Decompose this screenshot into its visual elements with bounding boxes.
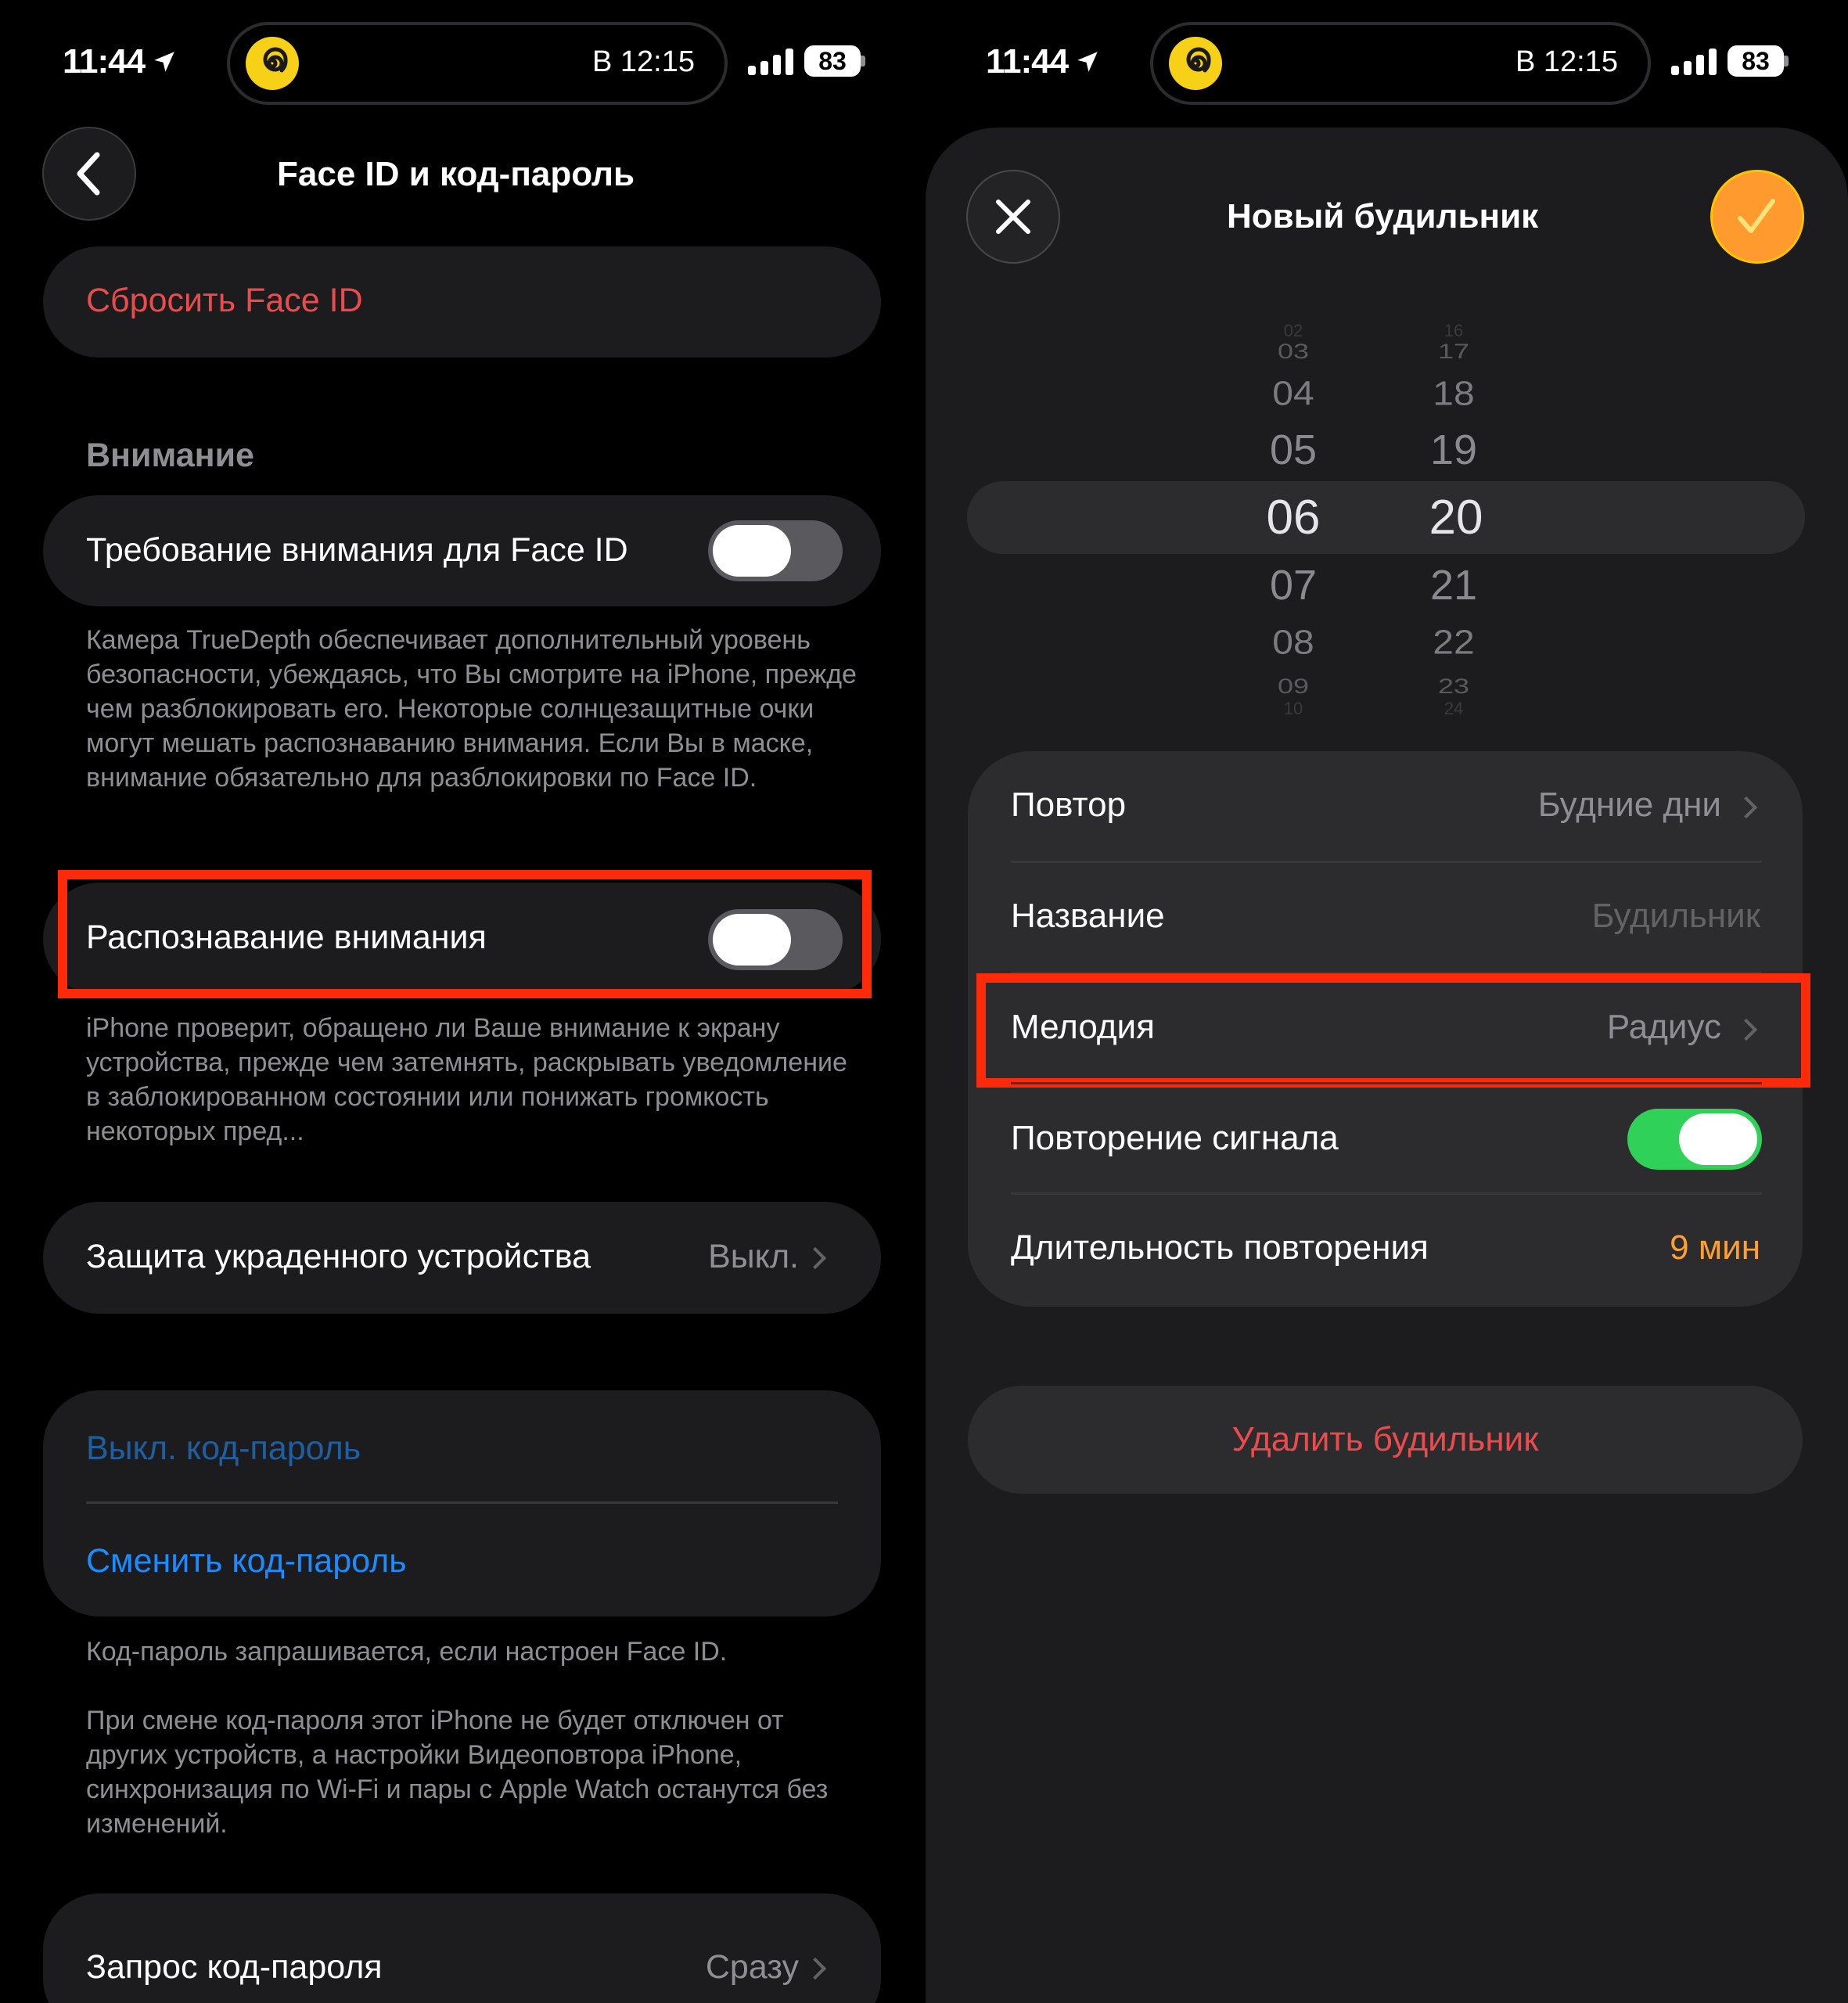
require-passcode-value: Сразу [705, 1948, 799, 1986]
picker-hour[interactable]: 08 [1272, 624, 1314, 662]
section-header-attention: Внимание [86, 437, 254, 474]
picker-hour[interactable]: 02 [1283, 321, 1303, 340]
passcode-footer-1: Код-пароль запрашивается, если настроен Face ID. [86, 1637, 728, 1667]
battery-level: 83 [804, 45, 861, 77]
require-attention-toggle[interactable] [708, 520, 843, 581]
status-time: 11:44 [63, 42, 178, 81]
chevron-right-icon [804, 1958, 826, 1980]
require-attention-row [43, 495, 881, 606]
picker-minute[interactable]: 24 [1444, 699, 1464, 718]
label-input[interactable]: Будильник [1591, 897, 1760, 935]
picker-minute[interactable]: 22 [1433, 624, 1475, 662]
divider [1011, 1082, 1762, 1084]
picker-hour[interactable]: 05 [1269, 426, 1318, 473]
repeat-value: Будние дни [1537, 786, 1721, 824]
passcode-group [43, 1390, 881, 1616]
battery-indicator [1728, 45, 1789, 77]
chevron-left-icon [74, 150, 105, 197]
picker-minute[interactable]: 23 [1437, 674, 1470, 698]
picker-hour[interactable]: 03 [1277, 339, 1310, 363]
back-button[interactable] [42, 127, 136, 221]
picker-hour[interactable]: 10 [1283, 699, 1303, 718]
turn-off-passcode-button[interactable]: Выкл. код-пароль [86, 1429, 361, 1467]
battery-level: 83 [1728, 45, 1784, 77]
picker-minute[interactable]: 16 [1444, 321, 1464, 340]
battery-tip-icon [861, 56, 865, 67]
snooze-toggle[interactable] [1627, 1109, 1762, 1170]
stolen-device-label: Защита украденного устройства [86, 1238, 591, 1275]
spiral-app-icon [1169, 37, 1222, 90]
status-time: 11:44 [986, 42, 1101, 81]
sound-label: Мелодия [1011, 1008, 1155, 1046]
location-arrow-icon [151, 49, 178, 75]
cellular-signal-icon [748, 49, 793, 75]
cellular-signal-icon [1671, 49, 1717, 75]
dynamic-island[interactable] [227, 22, 728, 105]
passcode-footer-2: При смене код-пароля этот iPhone не будет отключен от других устройств, а настройки Видеоповтора iPhone, синхронизация по Wi-Fi и пары с Apple Watch останутся без изменений. [86, 1706, 829, 1839]
delete-alarm-button[interactable] [968, 1386, 1803, 1494]
picker-minute[interactable]: 18 [1433, 375, 1475, 413]
toggle-knob [713, 525, 791, 577]
picker-hour-selected[interactable]: 06 [1266, 491, 1321, 545]
battery-indicator [804, 45, 865, 77]
divider [1011, 861, 1762, 863]
picker-minute-selected[interactable]: 20 [1429, 491, 1483, 545]
dynamic-island[interactable] [1150, 22, 1651, 105]
snooze-label: Повторение сигнала [1011, 1119, 1339, 1157]
spiral-app-icon [246, 37, 299, 90]
require-attention-label: Требование внимания для Face ID [86, 531, 628, 569]
picker-hour[interactable]: 09 [1277, 674, 1310, 698]
change-passcode-button[interactable]: Сменить код-пароль [86, 1542, 407, 1580]
require-passcode-label: Запрос код-пароля [86, 1948, 383, 1986]
close-icon [994, 197, 1033, 236]
picker-minute[interactable]: 21 [1429, 562, 1478, 609]
sound-value: Радиус [1606, 1008, 1721, 1046]
live-activity-text: В 12:15 [592, 45, 695, 78]
chevron-right-icon [804, 1247, 826, 1269]
reset-face-id-card[interactable] [43, 246, 881, 358]
stolen-device-protection-row[interactable] [43, 1202, 881, 1314]
repeat-label: Повтор [1011, 786, 1127, 824]
stolen-device-value: Выкл. [708, 1238, 799, 1275]
picker-hour[interactable]: 04 [1272, 375, 1314, 413]
picker-selection-band [967, 481, 1805, 554]
label-label: Название [1011, 897, 1165, 935]
toggle-knob [1679, 1113, 1757, 1165]
snooze-duration-value[interactable]: 9 мин [1670, 1228, 1760, 1267]
picker-minute[interactable]: 19 [1429, 426, 1478, 473]
attention-aware-label: Распознавание внимания [86, 919, 487, 956]
page-title: Face ID и код-пароль [277, 155, 635, 193]
snooze-duration-label: Длительность повторения [1011, 1228, 1429, 1267]
annotation-highlight-attention-aware [58, 870, 872, 998]
sheet-title: Новый будильник [1227, 197, 1539, 236]
reset-face-id-button[interactable]: Сбросить Face ID [86, 282, 363, 319]
divider [86, 1501, 838, 1504]
annotation-highlight-sound [976, 973, 1810, 1088]
picker-minute[interactable]: 17 [1437, 339, 1470, 363]
require-attention-footer: Камера TrueDepth обеспечивает дополнительный уровень безопасности, убеждаясь, что Вы смотрите на iPhone, прежде чем разблокировать его. Некоторые солнцезащитные очки могут мешать распознаванию внимания. Если Вы в маске, внимание обязательно для разблокировки по Face ID. [86, 625, 857, 793]
picker-hour[interactable]: 07 [1269, 562, 1318, 609]
save-button[interactable] [1710, 170, 1804, 264]
require-passcode-row[interactable] [43, 1893, 881, 2003]
live-activity-text: В 12:15 [1515, 45, 1618, 78]
attention-aware-footer: iPhone проверит, обращено ли Ваше внимание к экрану устройства, прежде чем затемнять, раскрывать уведомление в заблокированном состоянии или понижать громкость некоторых пред... [86, 1013, 847, 1146]
checkmark-icon [1734, 193, 1781, 240]
location-arrow-icon [1074, 49, 1101, 75]
delete-alarm-label: Удалить будильник [1231, 1420, 1539, 1458]
battery-tip-icon [1784, 56, 1789, 67]
divider [1011, 1192, 1762, 1195]
cancel-button[interactable] [966, 170, 1060, 264]
